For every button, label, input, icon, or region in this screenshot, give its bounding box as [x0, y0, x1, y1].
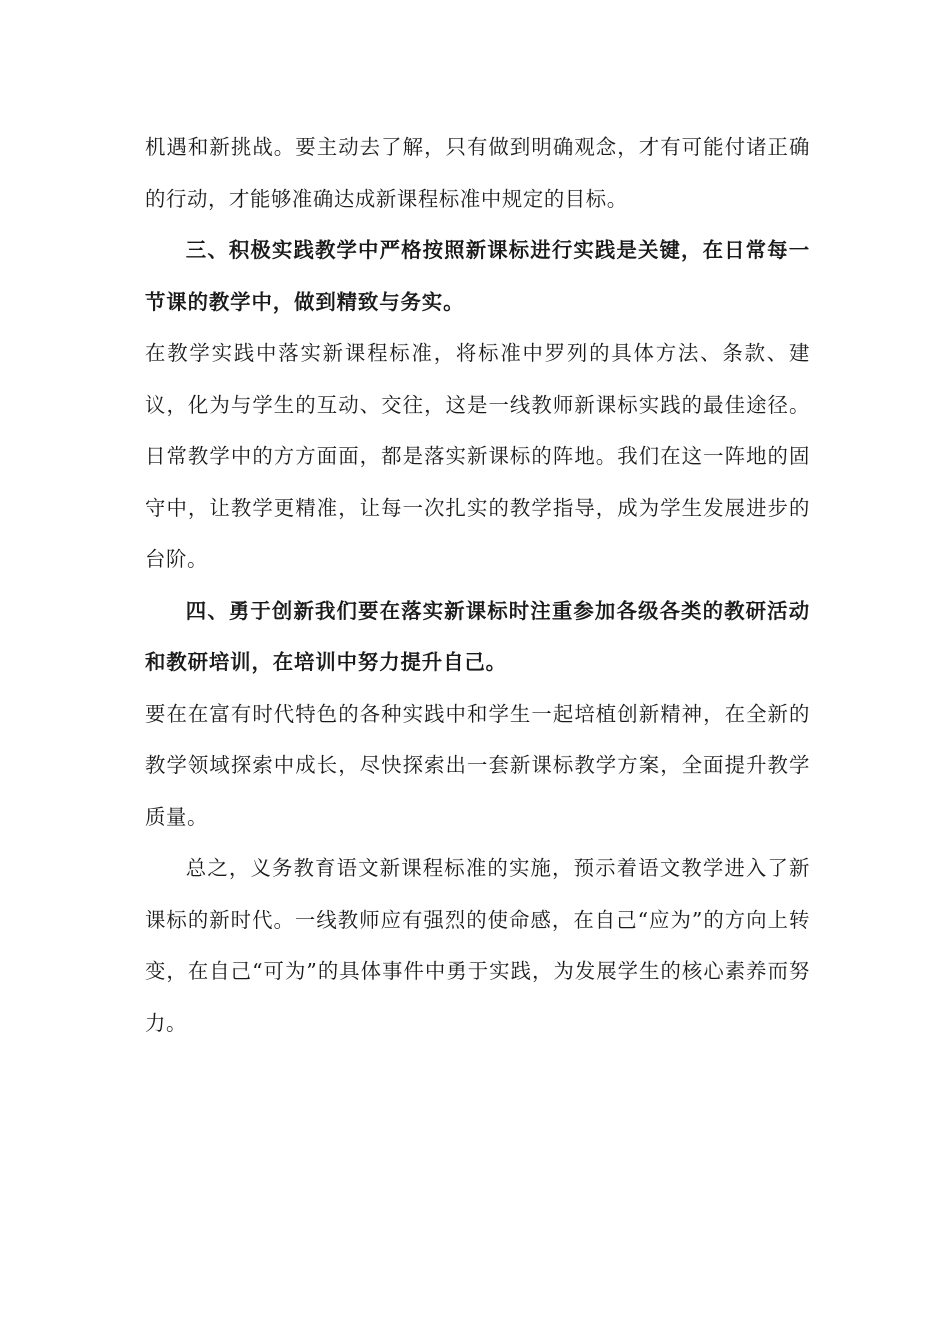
section-heading-3: 三、积极实践教学中严格按照新课标进行实践是关键，在日常每一节课的教学中，做到精致与务实。 — [145, 238, 810, 314]
document-body — [145, 122, 810, 1049]
paragraph-continuation: 机遇和新挑战。要主动去了解，只有做到明确观念，才有可能付诸正确的行动，才能够准确达成新课程标准中规定的目标。 — [145, 135, 810, 211]
section-heading-4: 四、勇于创新我们要在落实新课标时注重参加各级各类的教研活动和教研培训，在培训中努力提升自己。 — [145, 598, 810, 674]
paragraph-conclusion: 总之，义务教育语文新课程标准的实施，预示着语文教学进入了新课标的新时代。一线教师应有强烈的使命感，在自己“应为”的方向上转变，在自己“可为”的具体事件中勇于实践，为发展学生的核心素养而努力。 — [145, 856, 810, 1035]
paragraph-innovation: 要在在富有时代特色的各种实践中和学生一起培植创新精神，在全新的教学领域探索中成长，尽快探索出一套新课标教学方案，全面提升教学质量。 — [145, 701, 810, 829]
paragraph-practice: 在教学实践中落实新课程标准，将标准中罗列的具体方法、条款、建议，化为与学生的互动、交往，这是一线教师新课标实践的最佳途径。日常教学中的方方面面，都是落实新课标的阵地。我们在这一阵地的固守中，让教学更精准，让每一次扎实的教学指导，成为学生发展进步的台阶。 — [145, 341, 810, 571]
